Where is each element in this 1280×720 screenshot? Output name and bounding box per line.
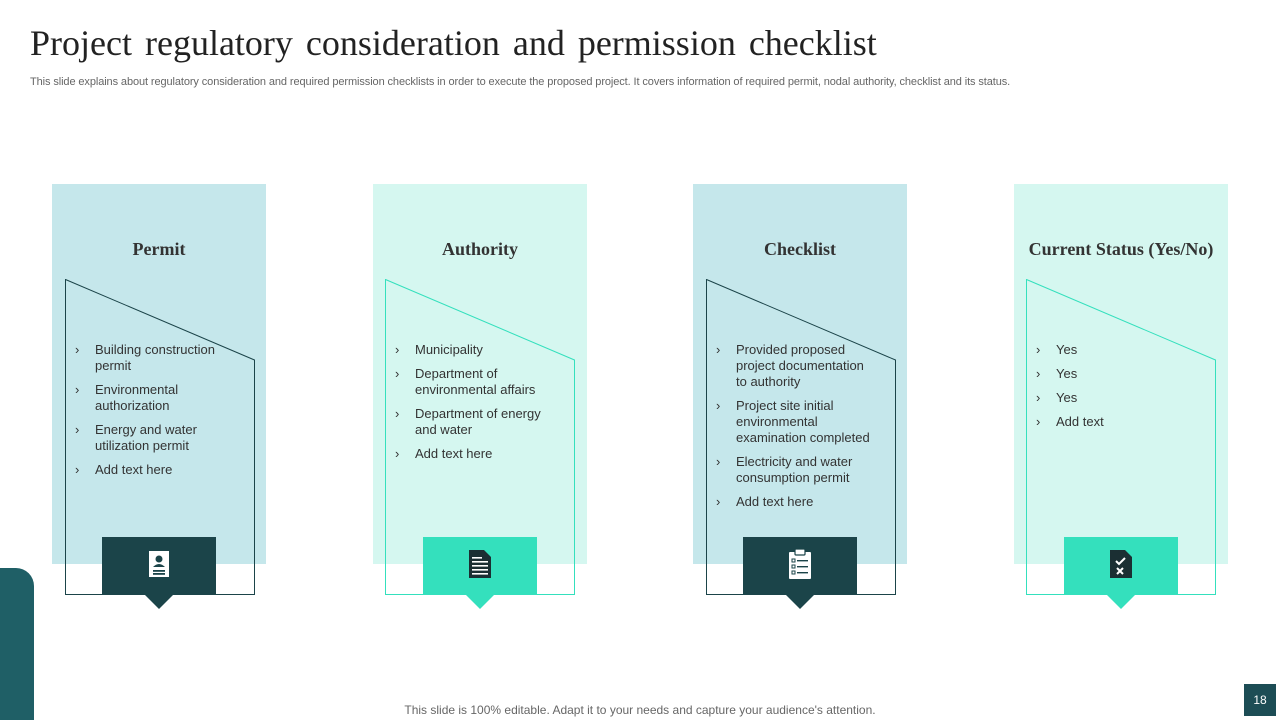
- permit-title: Permit: [132, 239, 186, 259]
- footer-note: This slide is 100% editable. Adapt it to your needs and capture your audience's attention.: [404, 703, 876, 717]
- authority-title: Authority: [442, 239, 518, 259]
- checklist-list: [716, 342, 876, 518]
- list-item: › Department of environmental affairs: [395, 366, 536, 397]
- status-title: Current Status (Yes/No): [1028, 239, 1214, 259]
- list-item: › Yes: [1036, 366, 1078, 381]
- status-list: [1036, 342, 1196, 438]
- checklist-icon-box: [743, 537, 857, 595]
- list-item: › Add text here: [75, 462, 173, 477]
- clipboard-checklist-icon: [788, 548, 812, 585]
- list-item: › Environmental authorization: [75, 382, 179, 413]
- list-item: › Department of energy and water: [395, 406, 541, 437]
- permit-list: [75, 342, 235, 486]
- page-number: 18: [1244, 684, 1276, 716]
- list-item: › Add text here: [716, 494, 814, 509]
- list-item: › Electricity and water consumption permit: [716, 454, 853, 485]
- list-item: › Yes: [1036, 390, 1078, 405]
- authority-icon-box: [423, 537, 537, 595]
- list-item: › Yes: [1036, 342, 1078, 357]
- slide-subtitle: This slide explains about regulatory consideration and required permission checklists in order to execute the proposed project. It covers information of required permit, nodal authority, checklist and its status.: [30, 76, 1011, 88]
- permit-icon-box: [102, 537, 216, 595]
- list-item: › Project site initial environmental examination completed: [716, 398, 870, 445]
- list-item: › Building construction permit: [75, 342, 215, 373]
- list-item: › Add text here: [395, 446, 493, 461]
- list-item: › Municipality: [395, 342, 483, 357]
- list-item: › Provided proposed project documentation to authority: [716, 342, 864, 389]
- checklist-title: Checklist: [764, 239, 836, 259]
- list-item: › Add text: [1036, 414, 1104, 429]
- id-card-icon: [148, 550, 170, 583]
- file-check-cross-icon: [1109, 549, 1133, 584]
- slide-title: Project regulatory consideration and permission checklist: [30, 23, 877, 63]
- left-decorative-tab: [0, 568, 34, 720]
- status-icon-box: [1064, 537, 1178, 595]
- authority-list: [395, 342, 555, 470]
- list-item: › Energy and water utilization permit: [75, 422, 197, 453]
- document-icon: [468, 549, 492, 584]
